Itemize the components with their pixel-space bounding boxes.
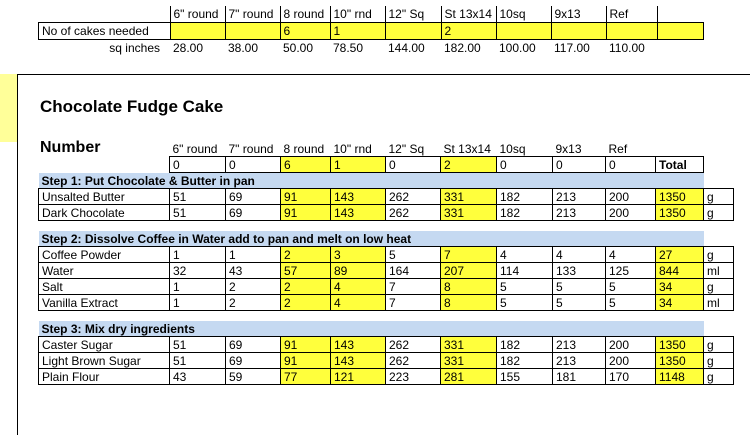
quantity-cell: 281 [441, 369, 497, 385]
ingredient-row [39, 189, 734, 205]
size-header: 10" rnd [333, 141, 372, 156]
quantity-cell: 51 [170, 205, 226, 221]
quantity-cell: 143 [331, 337, 386, 353]
ingredient-name: Vanilla Extract [39, 295, 170, 311]
blank-cell [704, 321, 734, 337]
qty-input[interactable]: 6 [280, 23, 330, 40]
quantity-cell: 182 [497, 353, 553, 369]
quantity-cell: 2 [281, 247, 331, 263]
size-header: 12" Sq [385, 6, 441, 23]
quantity-cell: 32 [170, 263, 226, 279]
unit-cell: g [704, 247, 734, 263]
blank-cell [704, 231, 734, 247]
size-header: 6" round [170, 6, 225, 23]
quantity-cell: 5 [606, 279, 656, 295]
quantity-cell: 51 [170, 353, 226, 369]
quantity-cell: 1 [170, 279, 226, 295]
qty-input[interactable] [496, 23, 551, 40]
spacer-cell [39, 221, 734, 232]
quantity-cell: 200 [606, 353, 656, 369]
size-header: 8 round [283, 141, 325, 156]
quantity-cell: 331 [441, 205, 497, 221]
cake-size-table [38, 6, 704, 56]
size-header: 7" round [225, 6, 280, 23]
quantity-cell: 59 [226, 369, 281, 385]
sq-value: 182.00 [444, 41, 481, 55]
quantity-cell: 7 [441, 247, 497, 263]
quantity-cell: 43 [226, 263, 281, 279]
quantity-cell: 143 [331, 189, 386, 205]
blank-cell [657, 40, 704, 57]
quantity-cell: 2 [226, 295, 281, 311]
quantity-cell: 4 [497, 247, 553, 263]
quantity-cell: 4 [606, 247, 656, 263]
total-cell: 1350 [656, 337, 704, 353]
recipe-title: Chocolate Fudge Cake [40, 97, 224, 116]
counts-row [39, 157, 734, 173]
quantity-cell: 69 [226, 337, 281, 353]
quantity-cell: 91 [281, 189, 331, 205]
quantity-cell: 200 [606, 189, 656, 205]
size-header: 9x13 [555, 141, 582, 156]
qty-input[interactable]: 1 [330, 23, 385, 40]
size-header-row [39, 141, 734, 157]
count-cell: 0 [170, 157, 226, 173]
ingredient-row [39, 279, 734, 295]
sq-value: 50.00 [283, 41, 314, 55]
ingredient-name: Plain Flour [39, 369, 170, 385]
quantity-cell: 3 [331, 247, 386, 263]
quantity-cell: 1 [170, 247, 226, 263]
quantity-cell: 5 [386, 247, 441, 263]
qty-input[interactable] [606, 23, 657, 40]
count-cell: 0 [606, 157, 656, 173]
sq-value: 117.00 [554, 41, 590, 55]
size-header: St 13x14 [443, 141, 491, 156]
qty-input[interactable] [170, 23, 225, 40]
sq-value: 110.00 [609, 41, 645, 55]
quantity-cell: 4 [331, 295, 386, 311]
quantity-cell: 213 [553, 189, 606, 205]
count-cell: 0 [553, 157, 606, 173]
sq-inches-label: sq inches [109, 41, 160, 55]
quantity-cell: 200 [606, 205, 656, 221]
quantity-cell: 182 [497, 337, 553, 353]
quantity-cell: 91 [281, 337, 331, 353]
size-header: 9x13 [551, 6, 606, 23]
cakes-needed-row [39, 23, 704, 40]
quantity-cell: 155 [497, 369, 553, 385]
quantity-cell: 5 [553, 279, 606, 295]
total-cell: 1148 [656, 369, 704, 385]
size-header: Ref [608, 141, 628, 156]
quantity-cell: 51 [170, 189, 226, 205]
quantity-cell: 91 [281, 353, 331, 369]
total-cell: 844 [656, 263, 704, 279]
quantity-cell: 8 [441, 279, 497, 295]
count-cell: 0 [497, 157, 553, 173]
unit-cell: g [704, 369, 734, 385]
size-header: 10" rnd [330, 6, 385, 23]
recipe-table [38, 141, 734, 385]
quantity-cell: 43 [170, 369, 226, 385]
count-cell: 2 [441, 157, 497, 173]
ingredient-row [39, 295, 734, 311]
size-header: 10sq [496, 6, 551, 23]
ingredient-row [39, 369, 734, 385]
qty-input[interactable] [225, 23, 280, 40]
size-header: Ref [606, 6, 657, 23]
quantity-cell: 331 [441, 189, 497, 205]
quantity-cell: 5 [497, 279, 553, 295]
sq-value: 78.50 [333, 41, 364, 55]
blank-cell [39, 141, 170, 157]
quantity-cell: 77 [281, 369, 331, 385]
quantity-cell: 7 [386, 295, 441, 311]
ingredient-name: Light Brown Sugar [39, 353, 170, 369]
quantity-cell: 91 [281, 205, 331, 221]
unit-cell: ml [704, 263, 734, 279]
spacer-cell [39, 311, 734, 322]
quantity-cell: 262 [386, 189, 441, 205]
size-header: 7" round [228, 141, 274, 156]
section-header [39, 321, 734, 337]
size-header-row [39, 6, 704, 23]
quantity-cell: 170 [606, 369, 656, 385]
size-header: St 13x14 [441, 6, 496, 23]
section-title: Step 3: Mix dry ingredients [39, 321, 704, 337]
ingredient-name: Unsalted Butter [39, 189, 170, 205]
highlight-stripe [0, 74, 17, 142]
quantity-cell: 57 [281, 263, 331, 279]
quantity-cell: 200 [606, 337, 656, 353]
quantity-cell: 223 [386, 369, 441, 385]
quantity-cell: 125 [606, 263, 656, 279]
quantity-cell: 213 [553, 337, 606, 353]
quantity-cell: 143 [331, 353, 386, 369]
ingredient-name: Coffee Powder [39, 247, 170, 263]
sq-value: 28.00 [173, 41, 204, 55]
quantity-cell: 4 [331, 279, 386, 295]
quantity-cell: 121 [331, 369, 386, 385]
ingredient-name: Salt [39, 279, 170, 295]
spacer-row [39, 221, 734, 232]
unit-cell: g [704, 205, 734, 221]
quantity-cell: 331 [441, 337, 497, 353]
total-cell: 1350 [656, 189, 704, 205]
quantity-cell: 5 [497, 295, 553, 311]
ingredient-row [39, 353, 734, 369]
quantity-cell: 7 [386, 279, 441, 295]
quantity-cell: 69 [226, 205, 281, 221]
number-label: Number [40, 139, 101, 156]
quantity-cell: 8 [441, 295, 497, 311]
quantity-cell: 89 [331, 263, 386, 279]
quantity-cell: 181 [553, 369, 606, 385]
blank-cell [39, 157, 170, 173]
quantity-cell: 164 [386, 263, 441, 279]
count-cell: 6 [281, 157, 331, 173]
total-cell: 34 [656, 279, 704, 295]
unit-cell: ml [704, 295, 734, 311]
quantity-cell: 331 [441, 353, 497, 369]
quantity-cell: 114 [497, 263, 553, 279]
total-cell: 1350 [656, 353, 704, 369]
ingredient-row [39, 247, 734, 263]
quantity-cell: 69 [226, 353, 281, 369]
blank-cell [704, 157, 734, 173]
qty-input[interactable] [385, 23, 441, 40]
quantity-cell: 2 [281, 295, 331, 311]
quantity-cell: 69 [226, 189, 281, 205]
section-header [39, 231, 734, 247]
cakes-needed-label: No of cakes needed [39, 23, 171, 40]
total-cell: 34 [656, 295, 704, 311]
unit-cell: g [704, 279, 734, 295]
ingredient-name: Caster Sugar [39, 337, 170, 353]
size-header: 12" Sq [388, 141, 425, 156]
sq-value: 100.00 [499, 41, 536, 55]
quantity-cell: 1 [226, 247, 281, 263]
size-header: 6" round [172, 141, 218, 156]
ingredient-row [39, 263, 734, 279]
total-cell: 27 [656, 247, 704, 263]
quantity-cell: 262 [386, 337, 441, 353]
count-cell: 0 [226, 157, 281, 173]
quantity-cell: 207 [441, 263, 497, 279]
ingredient-name: Water [39, 263, 170, 279]
quantity-cell: 51 [170, 337, 226, 353]
qty-input[interactable] [551, 23, 606, 40]
quantity-cell: 182 [497, 205, 553, 221]
quantity-cell: 5 [553, 295, 606, 311]
ingredient-row [39, 205, 734, 221]
count-cell: 0 [386, 157, 441, 173]
blank-cell [39, 6, 171, 23]
total-header: Total [656, 157, 704, 173]
size-header: 8 round [280, 6, 330, 23]
quantity-cell: 5 [606, 295, 656, 311]
blank-cell [704, 173, 734, 189]
qty-input-extra [657, 23, 704, 40]
quantity-cell: 182 [497, 189, 553, 205]
qty-input[interactable]: 2 [441, 23, 496, 40]
total-cell: 1350 [656, 205, 704, 221]
quantity-cell: 213 [553, 205, 606, 221]
ingredient-name: Dark Chocolate [39, 205, 170, 221]
quantity-cell: 2 [281, 279, 331, 295]
blank-cell [656, 141, 704, 157]
unit-cell: g [704, 353, 734, 369]
unit-cell: g [704, 337, 734, 353]
unit-cell: g [704, 189, 734, 205]
quantity-cell: 143 [331, 205, 386, 221]
section-title: Step 1: Put Chocolate & Butter in pan [39, 173, 704, 189]
sq-value: 144.00 [388, 41, 425, 55]
sq-value: 38.00 [228, 41, 259, 55]
quantity-cell: 262 [386, 353, 441, 369]
ingredient-row [39, 337, 734, 353]
blank-cell [704, 141, 734, 157]
quantity-cell: 213 [553, 353, 606, 369]
blank-cell [657, 6, 704, 23]
quantity-cell: 262 [386, 205, 441, 221]
quantity-cell: 2 [226, 279, 281, 295]
sq-inches-row [39, 40, 704, 57]
section-title: Step 2: Dissolve Coffee in Water add to pan and melt on low heat [39, 231, 704, 247]
size-header: 10sq [499, 141, 526, 156]
quantity-cell: 1 [170, 295, 226, 311]
count-cell: 1 [331, 157, 386, 173]
quantity-cell: 133 [553, 263, 606, 279]
quantity-cell: 4 [553, 247, 606, 263]
spacer-row [39, 311, 734, 322]
section-header [39, 173, 734, 189]
